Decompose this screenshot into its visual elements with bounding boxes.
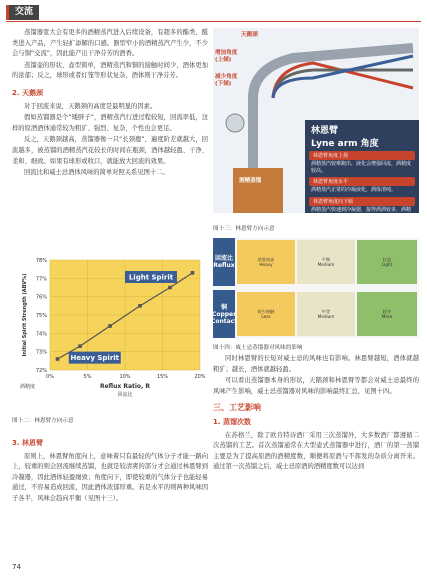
data-point <box>168 286 172 290</box>
header-rule <box>6 21 421 22</box>
lyne-arm-info-box <box>305 120 419 219</box>
pill-angle-up: 林恩臂角度上扬 <box>309 151 415 160</box>
paragraph: 同时林恩臂的长短对威士忌的风味也有影响。林恩臂越短，酒体就越粗犷；越长，酒体就越轻盈。 <box>213 355 419 373</box>
left-column-top <box>12 28 208 180</box>
label-swan-neck: 天鹅颈 <box>241 32 258 38</box>
y-axis-label-cn: 酒精度 <box>20 384 36 390</box>
data-point <box>78 344 82 348</box>
y-tick-label: 74% <box>35 331 47 338</box>
sight-glass-icon <box>226 114 244 132</box>
paragraph: 原则上，林恩臂角度向上，意味着只有最轻的气体分子才能一路向上，较重的则会回流继续蒸馏，也就是较清爽的部分才会通过林恩臂到冷凝器，因此酒体轻盈细致；角度向下，即使较重的气体分子也能轻易通过，不容易造成回流，因此酒体浓郁厚重。若是水平的则两种风味因子各半，风味会趋向平衡（见图十三）。 <box>12 452 208 502</box>
paragraph: 回流比和威士忌酒体风味的简单对照关系见图十二。 <box>24 169 169 177</box>
table-cell: 较多 More <box>357 292 417 336</box>
x-tick-label: 5% <box>83 374 92 380</box>
x-tick-label: 0% <box>46 374 54 380</box>
pill-angle-flat: 林恩臂角度水平 <box>309 177 415 186</box>
subsection-heading-distillation-count: 1. 蒸馏次数 <box>213 417 251 426</box>
lyne-arm-title-cn: 林恩臂 <box>311 126 339 136</box>
page-number: 74 <box>12 563 21 571</box>
paragraph: 反之，天鹅颈越高，蒸馏器像一只“长颈鹿”，遍度阶差就越大，回流越多，被蒸馏的酒精蒸汽花较长的时间在瓶颈，酒体越轻盈、干净、柔和、细致。如果有球形或收口，就能放大回流的效果。 <box>12 136 208 165</box>
y-tick-label: 76% <box>35 294 47 301</box>
data-point <box>56 357 60 361</box>
y-tick-label: 73% <box>35 349 47 356</box>
pill-angle-down: 林恩臂角度向下倾 <box>309 197 415 206</box>
y-tick-label: 75% <box>35 313 47 319</box>
x-tick-label: 15% <box>156 374 169 380</box>
paragraph: 对于回流来说，天鹅颈的高度是最明显的因素。 <box>24 102 157 110</box>
chart-svg <box>12 252 212 410</box>
annotation-light-spirit: Light Spirit <box>128 273 174 282</box>
paragraph: 蒸馏壶的形状、壶型简单，酒精蒸汽和铜的接触时间少，酒体更加的浓郁；反之，球形或者灯笼等形状复杂，酒体则干净芬芳。 <box>12 61 208 80</box>
flavor-table <box>210 238 419 338</box>
label-pot: 酒精蒸馏 <box>239 178 262 184</box>
desc-angle-down: 酒精蒸汽快速到冷凝器，接得酒酒较多，酒精度较低。 <box>311 206 412 219</box>
section-heading-process: 三、工艺影响 <box>213 403 261 413</box>
table-cell: 平衡 Medium <box>297 240 355 284</box>
annotation-heavy-spirit: Heavy Spirit <box>70 354 120 363</box>
table-cell: 中等 Medium <box>297 292 355 336</box>
section-tab: 交流 <box>6 5 39 20</box>
y-tick-label: 78% <box>35 258 47 264</box>
paragraph: 可以看出蒸馏器本身的形状，天鹅颈和林恩臂等都会对威士忌最终的风味产生影响，威士忌蒸馏器对风味的影响最终汇总，见图十四。 <box>213 377 419 395</box>
desc-angle-flat: 酒精蒸汽正常的冷凝液化，酒体清纯。 <box>311 187 397 193</box>
paragraph: 假如蒸馏器是个“矮胖子”，酒精蒸汽行进过程较短，回流率低，这样的原酒酒体通常较为粗犷、强烈、复杂，个性也会更足。 <box>12 114 208 132</box>
still-pot <box>233 168 283 213</box>
y-axis-label: Initial Spirit Strength (ABV%) <box>22 273 28 357</box>
lyne-arm-title-en: Lyne arm 角度 <box>311 139 379 149</box>
y-tick-label: 72% <box>35 368 47 374</box>
x-tick-label: 20% <box>194 374 206 380</box>
section-heading-lyne-arm: 3. 林恩臂 <box>12 439 43 447</box>
figure-14-caption: 图十四：威士忌蒸馏器对风味的影响 <box>213 345 303 351</box>
table-cell: 较少接触 Less <box>237 292 295 336</box>
table-cell: 轻盈 Light <box>357 240 417 284</box>
left-column-bottom <box>12 432 208 506</box>
x-axis-label-cn: 回流比 <box>117 392 133 398</box>
figure-12-caption: 图十二：林恩臂方向示意 <box>12 418 74 424</box>
lyne-arm-figure <box>213 28 419 219</box>
label-down: 减少角度 (下倾) <box>215 74 238 87</box>
paragraph: 蒸馏器宽大会有更多的酒精蒸汽进入后续设备，有超多的酯类、醛类进入产品，产生轻扩添解的口感。器型窄小的酒精蒸汽产生少，不少会与铜“交流”，因此能产出干净芬芳的酒香。 <box>12 29 208 58</box>
reflux-chart <box>12 252 212 410</box>
table-row-header-reflux: 回流比 Reflux <box>213 238 235 286</box>
right-column-text <box>213 354 419 474</box>
label-up: 增加角度 (上倾) <box>215 50 238 63</box>
page-header <box>0 0 427 24</box>
y-tick-label: 77% <box>35 276 47 283</box>
data-point <box>108 324 112 328</box>
desc-angle-up: 酒精蒸汽较难跑出，液化会增强回流，酒精度较高。 <box>311 161 412 174</box>
data-point <box>138 304 142 308</box>
table-cell: 浓度较高 Heavy <box>237 240 295 284</box>
figure-13-caption: 图十三：林恩臂方向示意 <box>213 226 275 232</box>
x-tick-label: 10% <box>119 374 131 380</box>
table-row-header-copper: 铜 Copper Contact <box>213 290 235 338</box>
section-heading-swan-neck: 2. 天鹅颈 <box>12 88 43 97</box>
paragraph: 在苏格兰，除了欧肯特诗酒厂采用三次蒸馏外，大多数酒厂都遵循二次蒸馏的工艺。首次蒸馏通常在大型壶式蒸馏器中进行，酒厂的第一蒸馏主要是为了提高原酒的酒精度数，顺便将原酒与不挥发的杂质分离开来。通过第一次蒸馏之后，威士忌原酒的酒精度数可以达到 <box>213 431 419 471</box>
data-point <box>191 271 195 275</box>
x-axis-label: Reflux Ratio, R <box>99 383 151 390</box>
